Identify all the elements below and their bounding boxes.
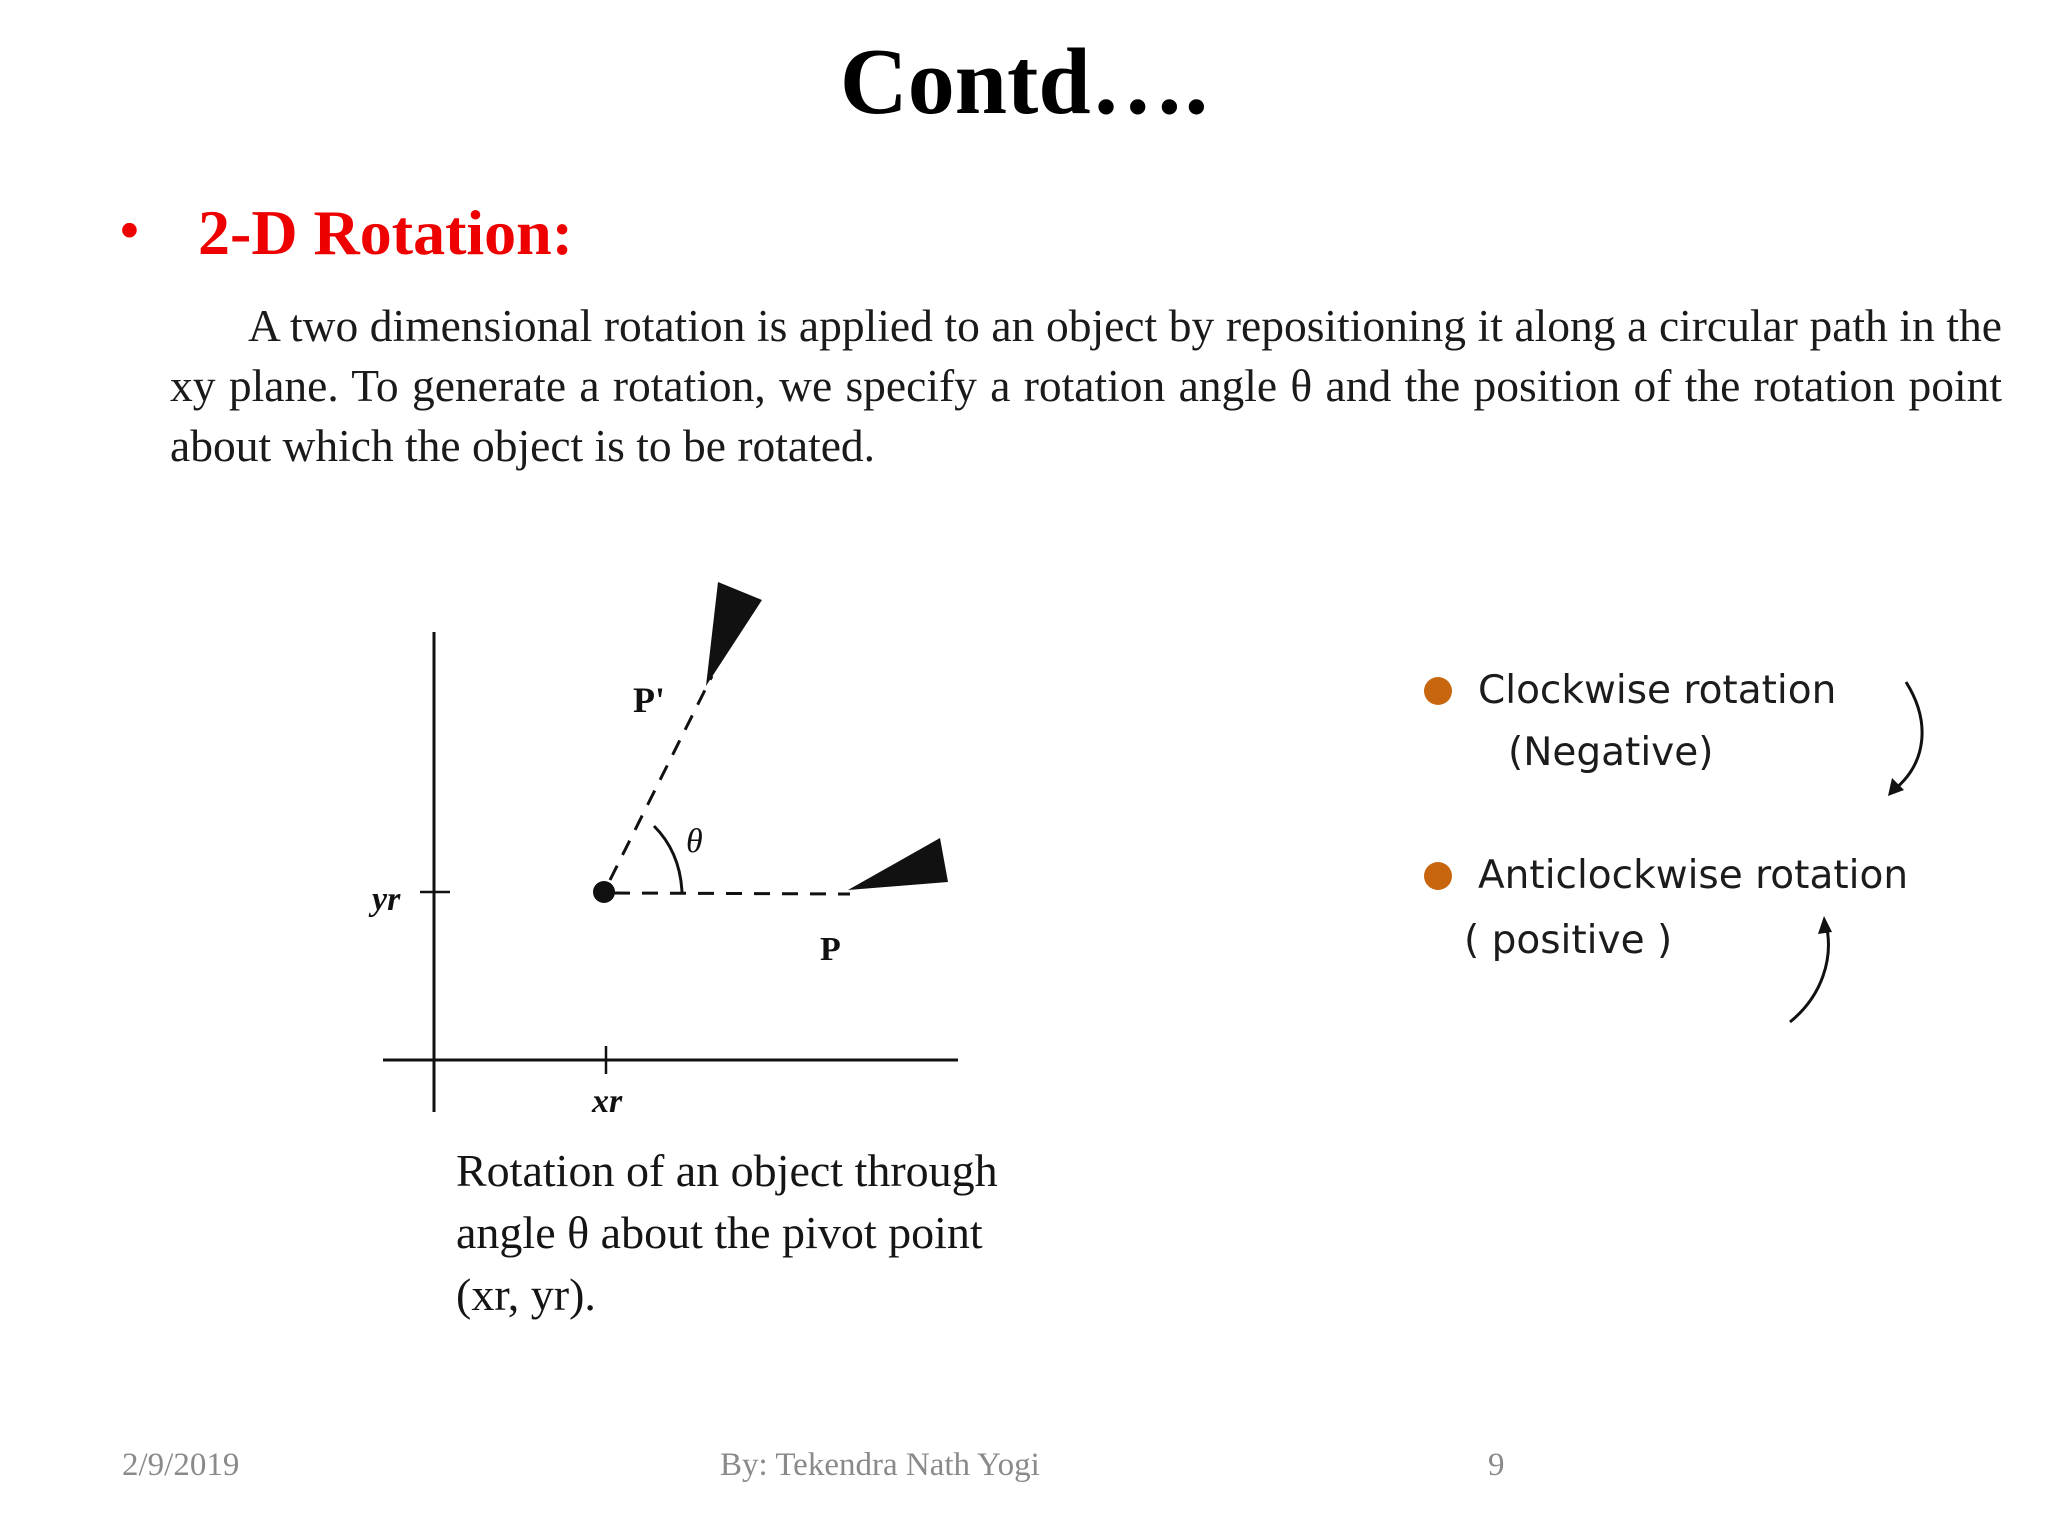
caption-line-1: Rotation of an object through [456,1145,998,1196]
clockwise-bullet-icon [1424,677,1452,705]
figure-caption [456,1140,1096,1326]
label-yr: yr [372,881,401,918]
label-xr: xr [592,1083,623,1120]
footer-author: By: Tekendra Nath Yogi [720,1447,1040,1483]
anticlockwise-label: Anticlockwise rotation [1478,853,1909,898]
anticlockwise-arrow [1790,924,1828,1022]
anticlockwise-bullet-icon [1424,862,1452,890]
anticlockwise-arrowhead [1818,916,1832,934]
clockwise-arrow [1894,682,1922,790]
label-theta: θ [686,823,703,860]
caption-line-3: (xr, yr). [456,1269,596,1320]
dashed-line-p [614,893,850,894]
slide-title: Contd…. [839,30,1209,134]
clockwise-label: Clockwise rotation [1478,668,1837,713]
pivot-point [593,881,615,903]
bullet-icon: • [120,200,139,260]
object-p [848,838,948,890]
caption-line-2: angle θ about the pivot point [456,1207,983,1258]
clockwise-arrowhead [1888,778,1904,796]
description-paragraph: A two dimensional rotation is applied to an object by repositioning it along a circular path in the xy plane. To generate a rotation, we specify a rotation angle θ and the position of the rotation point about which the object is to be rotated. [170,300,2002,471]
theta-arc [654,826,682,892]
label-p-prime: P' [633,680,665,720]
footer-page-number: 9 [1488,1447,1505,1483]
label-p: P [820,931,841,968]
heading-text: 2-D Rotation: [198,197,574,268]
anticlockwise-sub: ( positive ) [1464,918,1673,963]
clockwise-sub: (Negative) [1508,730,1714,775]
object-p-prime [706,582,762,686]
footer-date: 2/9/2019 [122,1447,240,1483]
